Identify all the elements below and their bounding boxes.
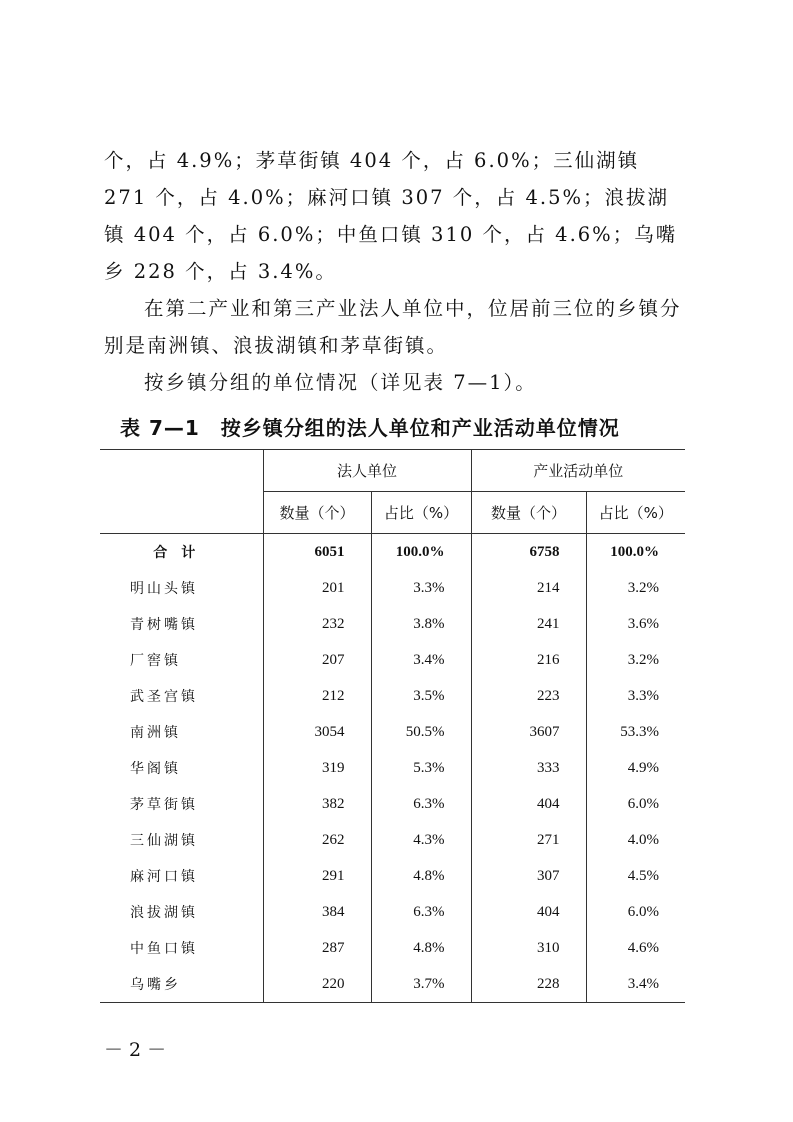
table-cell: 4.9% (586, 750, 685, 786)
town-name: 华阁镇 (130, 761, 181, 777)
table-cell: 214 (471, 570, 586, 606)
town-name: 武圣宫镇 (130, 689, 198, 705)
town-name: 合计 (153, 545, 210, 561)
town-name: 麻河口镇 (130, 869, 198, 885)
table-cell: 100.0% (371, 534, 471, 571)
table-cell: 333 (471, 750, 586, 786)
table-cell: 100.0% (586, 534, 685, 571)
table-cell: 3.4% (371, 642, 471, 678)
table-cell: 291 (263, 858, 371, 894)
paragraph-1: 个，占 4.9%；茅草街镇 404 个，占 6.0%；三仙湖镇 271 个，占 4.0%；麻河口镇 307 个，占 4.5%；浪拔湖镇 404 个，占 6.0%；中鱼口镇 310 个，占 4.6%；乌嘴乡 228 个，占 3.4%。 (104, 149, 678, 283)
table-row (100, 822, 685, 858)
group-header: 产业活动单位 (471, 450, 685, 492)
table-cell: 6.3% (371, 894, 471, 930)
table-cell: 6051 (263, 534, 371, 571)
town-name: 茅草街镇 (130, 797, 198, 813)
table-cell: 3.7% (371, 966, 471, 1003)
table-cell: 3054 (263, 714, 371, 750)
table-cell: 50.5% (371, 714, 471, 750)
table-cell: 6.0% (586, 786, 685, 822)
column-header: 占比（%） (371, 492, 471, 534)
table-row (100, 714, 685, 750)
table-cell: 3.8% (371, 606, 471, 642)
paragraph-2: 在第二产业和第三产业法人单位中，位居前三位的乡镇分别是南洲镇、浪拔湖镇和茅草街镇。 (104, 297, 682, 357)
table-row (100, 786, 685, 822)
table-cell: 4.6% (586, 930, 685, 966)
table-cell: 404 (471, 894, 586, 930)
column-header: 数量（个） (471, 492, 586, 534)
table-cell: 3607 (471, 714, 586, 750)
table-cell: 241 (471, 606, 586, 642)
table-cell: 310 (471, 930, 586, 966)
town-name: 浪拔湖镇 (130, 905, 198, 921)
page-number: － 2 － (104, 1039, 167, 1061)
table-cell: 3.2% (586, 642, 685, 678)
table-cell: 216 (471, 642, 586, 678)
table-cell: 3.4% (586, 966, 685, 1003)
table-cell: 6758 (471, 534, 586, 571)
table-cell: 3.3% (586, 678, 685, 714)
table-cell: 307 (471, 858, 586, 894)
table-cell: 4.8% (371, 858, 471, 894)
table-cell: 4.0% (586, 822, 685, 858)
table-cell: 3.3% (371, 570, 471, 606)
table-row (100, 678, 685, 714)
table-cell: 220 (263, 966, 371, 1003)
table-cell: 3.2% (586, 570, 685, 606)
total-row (100, 534, 685, 571)
corner-cell (100, 450, 263, 534)
table-cell: 3.5% (371, 678, 471, 714)
town-name: 明山头镇 (130, 581, 198, 597)
table-cell: 6.0% (586, 894, 685, 930)
table-cell: 262 (263, 822, 371, 858)
table-cell: 382 (263, 786, 371, 822)
table-cell: 319 (263, 750, 371, 786)
table-caption: 表 7—1 按乡镇分组的法人单位和产业活动单位情况 (120, 416, 620, 440)
table-cell: 228 (471, 966, 586, 1003)
data-table (100, 449, 685, 1003)
table-cell: 404 (471, 786, 586, 822)
table-row (100, 858, 685, 894)
table-cell: 4.3% (371, 822, 471, 858)
table-cell: 4.8% (371, 930, 471, 966)
table-row (100, 930, 685, 966)
table-cell: 201 (263, 570, 371, 606)
table-cell: 287 (263, 930, 371, 966)
column-header: 占比（%） (586, 492, 685, 534)
table-cell: 384 (263, 894, 371, 930)
table-cell: 271 (471, 822, 586, 858)
table-cell: 212 (263, 678, 371, 714)
group-header: 法人单位 (263, 450, 471, 492)
table-cell: 3.6% (586, 606, 685, 642)
table-cell: 232 (263, 606, 371, 642)
page-content (100, 142, 690, 1063)
town-name: 南洲镇 (130, 725, 181, 741)
table-row (100, 570, 685, 606)
town-name: 三仙湖镇 (130, 833, 198, 849)
table-row (100, 966, 685, 1003)
paragraph-3: 按乡镇分组的单位情况（详见表 7—1）。 (144, 371, 537, 394)
town-name: 乌嘴乡 (130, 977, 181, 993)
table-cell: 4.5% (586, 858, 685, 894)
table-cell: 6.3% (371, 786, 471, 822)
column-header: 数量（个） (263, 492, 371, 534)
table-row (100, 606, 685, 642)
town-name: 青树嘴镇 (130, 617, 198, 633)
town-name: 中鱼口镇 (130, 941, 198, 957)
table-row (100, 894, 685, 930)
town-name: 厂窖镇 (130, 653, 181, 669)
table-cell: 5.3% (371, 750, 471, 786)
table-row (100, 642, 685, 678)
table-cell: 207 (263, 642, 371, 678)
table-cell: 223 (471, 678, 586, 714)
table-cell: 53.3% (586, 714, 685, 750)
table-row (100, 750, 685, 786)
